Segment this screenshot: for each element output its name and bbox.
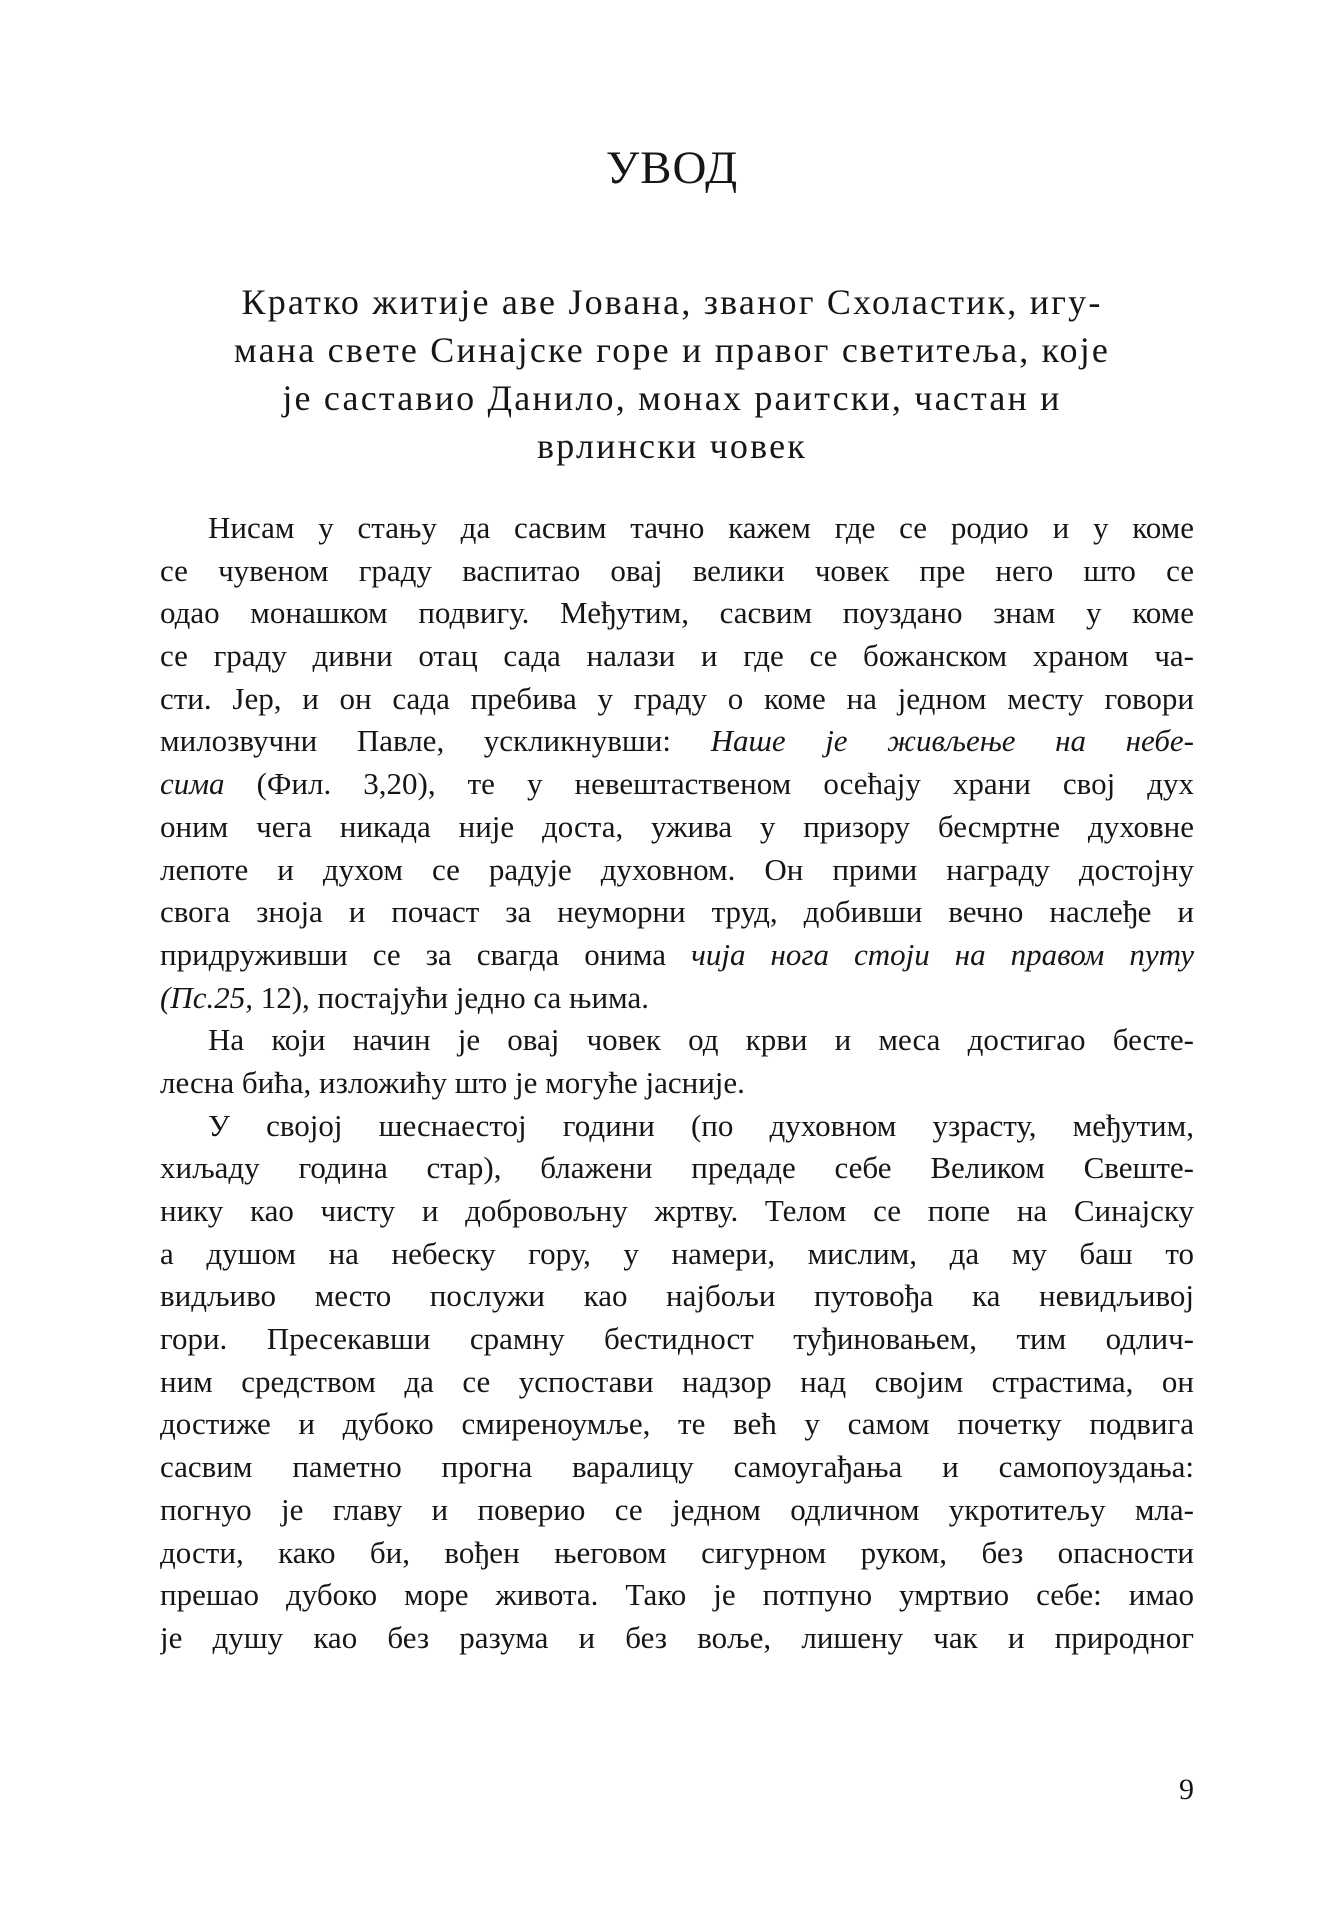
- subtitle-line: врлински човек: [537, 426, 807, 466]
- chapter-subtitle: [160, 278, 1184, 470]
- text-line: [160, 550, 1194, 593]
- text-line: [160, 1105, 1194, 1148]
- text-segment: На који начин је овај човек од крви и меса достигао бесте-: [208, 1022, 1194, 1058]
- text-line: [160, 635, 1194, 678]
- text-line: [160, 1403, 1194, 1446]
- paragraph: [160, 507, 1194, 1019]
- text-segment: дости, како би, вођен његовом сигурном руком, без опасности: [160, 1534, 1194, 1570]
- text-line: [160, 1318, 1194, 1361]
- text-segment: је душу као без разума и без воље, лишену чак и природног: [160, 1619, 1194, 1655]
- text-line: [160, 1019, 1194, 1062]
- page-number: 9: [1179, 1773, 1194, 1806]
- text-line: [160, 1062, 1194, 1105]
- text-segment: а душом на небеску гору, у намери, мислим, да му баш то: [160, 1235, 1194, 1271]
- subtitle-line: је саставио Данило, монах раитски, частан и: [282, 378, 1062, 418]
- italic-quote: Наше је живљење на небе-: [710, 723, 1194, 759]
- text-line: [160, 1233, 1194, 1276]
- text-line: [160, 1532, 1194, 1575]
- text-line: [160, 507, 1194, 550]
- text-line: [160, 720, 1194, 763]
- text-line: [160, 977, 1194, 1020]
- text-segment: хиљаду година стар), блажени предаде себе Великом Свеште-: [160, 1150, 1194, 1186]
- text-line: [160, 1574, 1194, 1617]
- text-line: [160, 891, 1194, 934]
- text-segment: 12), постајући једно са њима.: [252, 979, 649, 1015]
- text-line: [160, 849, 1194, 892]
- text-segment: погнуо је главу и поверио се једном одличном укротитељу мла-: [160, 1491, 1194, 1527]
- chapter-title: УВОД: [605, 142, 739, 194]
- paragraph: [160, 1105, 1194, 1660]
- text-segment: нику као чисту и добровољну жртву. Телом се попе на Синајску: [160, 1193, 1194, 1228]
- text-segment: се граду дивни отац сада налази и где се божанском храном ча-: [160, 638, 1194, 674]
- text-segment: сасвим паметно прогна варалицу самоугађања и самопоуздања:: [160, 1449, 1194, 1485]
- subtitle-line: Кратко житије аве Јована, званог Схоластик, игу-: [241, 282, 1103, 322]
- text-line: [160, 806, 1194, 849]
- italic-quote: чија нога стоји на правом путу: [691, 936, 1194, 972]
- text-segment: сти. Јер, и он сада пребива у граду о коме на једном месту говори: [160, 680, 1194, 716]
- text-line: [160, 1489, 1194, 1532]
- text-segment: милозвучни Павле, ускликнувши:: [160, 723, 711, 759]
- text-line: [160, 1361, 1194, 1404]
- text-segment: достиже и дубоко смиреноумље, те већ у самом почетку подвига: [160, 1406, 1194, 1442]
- text-segment: лепоте и духом се радује духовном. Он прими награду достојну: [160, 851, 1194, 887]
- body-text: [160, 507, 1194, 1660]
- text-line: [160, 934, 1194, 977]
- text-segment: ним средством да се успостави надзор над својим страстима, он: [160, 1363, 1194, 1399]
- text-line: [160, 592, 1194, 635]
- text-line: [160, 1446, 1194, 1489]
- subtitle-line: мана свете Синајске горе и правог светитеља, које: [233, 330, 1111, 370]
- text-segment: (Фил. 3,20), те у невештаственом осећају храни свој дух: [224, 766, 1194, 802]
- text-line: [160, 1275, 1194, 1318]
- text-segment: оним чега никада није доста, ужива у призору бесмртне духовне: [160, 808, 1194, 844]
- text-segment: придруживши се за свагда онима: [160, 936, 692, 972]
- text-segment: Нисам у стању да сасвим тачно кажем где се родио и у коме: [208, 510, 1194, 545]
- text-segment: се чувеном граду васпитао овај велики човек пре него што се: [160, 552, 1194, 588]
- text-line: [160, 1190, 1194, 1233]
- text-segment: свога зноја и почаст за неуморни труд, добивши вечно наслеђе и: [160, 894, 1194, 930]
- text-segment: видљиво место послужи као најбољи путовођа ка невидљивој: [160, 1278, 1194, 1314]
- text-segment: гори. Пресекавши срамну бестидност туђиновањем, тим одлич-: [160, 1321, 1194, 1357]
- text-segment: прешао дубоко море живота. Тако је потпуно умртвио себе: имао: [160, 1577, 1194, 1613]
- paragraph: [160, 1019, 1194, 1104]
- text-line: [160, 1617, 1194, 1660]
- italic-quote: сима: [160, 766, 225, 802]
- italic-quote: (Пс.25,: [160, 979, 253, 1015]
- text-segment: У својој шеснаестој години (по духовном узрасту, међутим,: [208, 1107, 1194, 1143]
- text-line: [160, 763, 1194, 806]
- text-line: [160, 678, 1194, 721]
- text-line: [160, 1147, 1194, 1190]
- text-segment: лесна бића, изложићу што је могуће јасније.: [160, 1064, 745, 1100]
- text-segment: одао монашком подвигу. Међутим, сасвим поуздано знам у коме: [160, 595, 1194, 631]
